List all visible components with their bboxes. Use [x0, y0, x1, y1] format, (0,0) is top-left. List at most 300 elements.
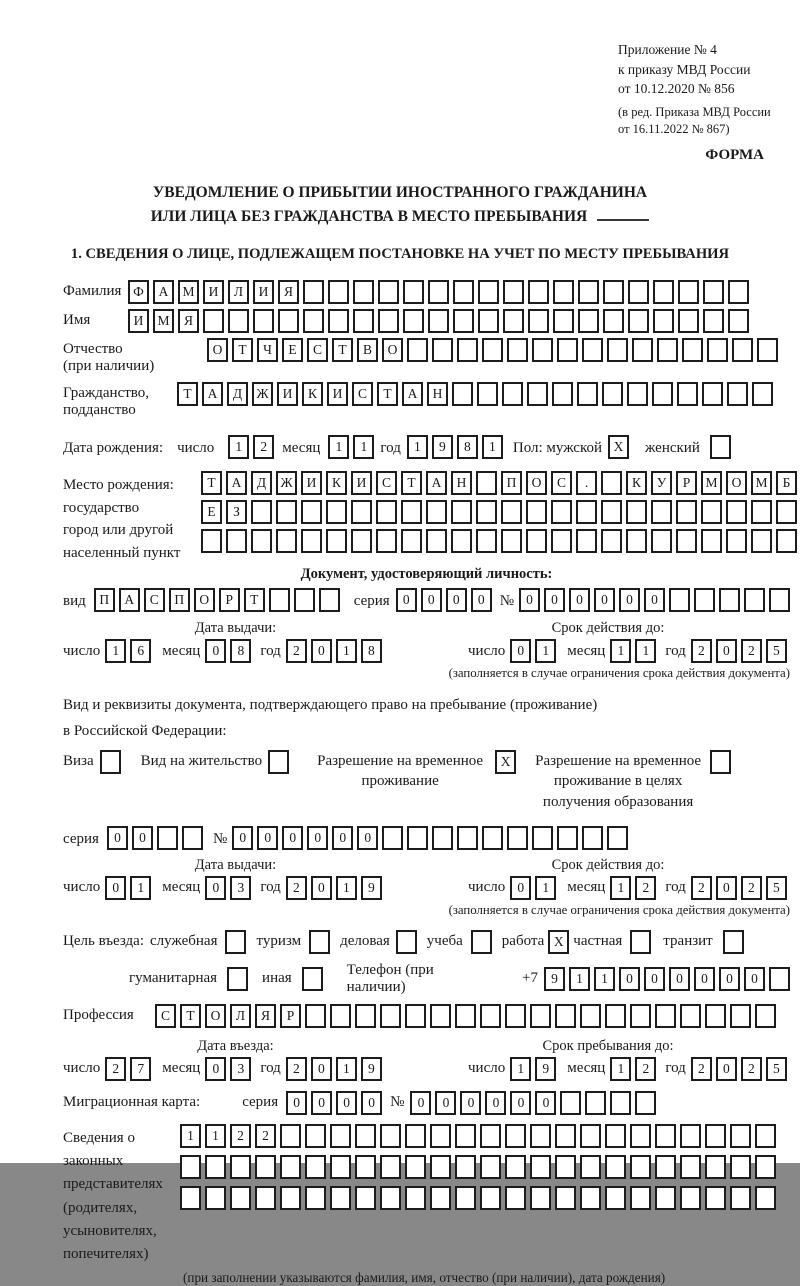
form-cell[interactable] — [505, 1004, 526, 1028]
residence-permit-cell[interactable] — [268, 750, 289, 774]
form-cell[interactable] — [728, 309, 749, 333]
form-cell[interactable] — [653, 309, 674, 333]
form-cell[interactable] — [407, 338, 428, 362]
form-cell[interactable] — [526, 500, 547, 524]
form-cell[interactable] — [705, 1004, 726, 1028]
form-cell[interactable]: 0 — [485, 1091, 506, 1115]
form-cell[interactable]: 7 — [130, 1057, 151, 1081]
form-cell[interactable] — [501, 529, 522, 553]
form-cell[interactable] — [326, 529, 347, 553]
form-cell[interactable]: 2 — [230, 1124, 251, 1148]
form-cell[interactable] — [157, 826, 178, 850]
form-cell[interactable] — [769, 588, 790, 612]
form-cell[interactable] — [480, 1155, 501, 1179]
form-cell[interactable] — [555, 1004, 576, 1028]
form-cell[interactable]: Н — [451, 471, 472, 495]
visa-cell[interactable] — [100, 750, 121, 774]
form-cell[interactable]: 0 — [694, 967, 715, 991]
form-cell[interactable]: 0 — [286, 1091, 307, 1115]
form-cell[interactable] — [330, 1004, 351, 1028]
purpose-humanitarian-cell[interactable] — [227, 967, 248, 991]
form-cell[interactable]: 1 — [535, 876, 556, 900]
form-cell[interactable] — [627, 382, 648, 406]
form-cell[interactable]: 0 — [132, 826, 153, 850]
form-cell[interactable] — [603, 280, 624, 304]
form-cell[interactable]: С — [352, 382, 373, 406]
purpose-official-cell[interactable] — [225, 930, 246, 954]
form-cell[interactable] — [707, 338, 728, 362]
form-cell[interactable] — [730, 1004, 751, 1028]
form-cell[interactable]: 0 — [311, 1057, 332, 1081]
form-cell[interactable] — [280, 1186, 301, 1210]
form-cell[interactable] — [253, 309, 274, 333]
form-cell[interactable]: 0 — [282, 826, 303, 850]
form-cell[interactable]: И — [301, 471, 322, 495]
form-cell[interactable] — [580, 1155, 601, 1179]
form-cell[interactable]: 9 — [432, 435, 453, 459]
form-cell[interactable]: 0 — [105, 876, 126, 900]
form-cell[interactable]: Д — [251, 471, 272, 495]
form-cell[interactable]: 0 — [510, 876, 531, 900]
form-cell[interactable] — [182, 826, 203, 850]
form-cell[interactable] — [678, 280, 699, 304]
form-cell[interactable] — [719, 588, 740, 612]
form-cell[interactable]: О — [526, 471, 547, 495]
form-cell[interactable]: 9 — [361, 1057, 382, 1081]
form-cell[interactable]: 0 — [644, 588, 665, 612]
form-cell[interactable] — [305, 1004, 326, 1028]
form-cell[interactable]: 0 — [619, 967, 640, 991]
form-cell[interactable] — [577, 382, 598, 406]
form-cell[interactable]: А — [426, 471, 447, 495]
form-cell[interactable] — [680, 1124, 701, 1148]
form-cell[interactable] — [305, 1124, 326, 1148]
form-cell[interactable] — [380, 1004, 401, 1028]
form-cell[interactable] — [432, 338, 453, 362]
form-cell[interactable]: 2 — [741, 639, 762, 663]
form-cell[interactable] — [452, 382, 473, 406]
form-cell[interactable]: Р — [219, 588, 240, 612]
form-cell[interactable]: Т — [201, 471, 222, 495]
form-cell[interactable]: И — [203, 280, 224, 304]
form-cell[interactable] — [330, 1155, 351, 1179]
form-cell[interactable] — [730, 1186, 751, 1210]
form-cell[interactable] — [330, 1186, 351, 1210]
form-cell[interactable]: 0 — [716, 876, 737, 900]
form-cell[interactable]: К — [626, 471, 647, 495]
form-cell[interactable]: 0 — [311, 639, 332, 663]
form-cell[interactable] — [382, 826, 403, 850]
form-cell[interactable]: 1 — [610, 1057, 631, 1081]
form-cell[interactable]: 0 — [716, 1057, 737, 1081]
form-cell[interactable]: 0 — [460, 1091, 481, 1115]
form-cell[interactable] — [355, 1004, 376, 1028]
form-cell[interactable]: Д — [227, 382, 248, 406]
form-cell[interactable] — [505, 1186, 526, 1210]
form-cell[interactable]: 5 — [766, 1057, 787, 1081]
form-cell[interactable] — [505, 1155, 526, 1179]
form-cell[interactable] — [457, 338, 478, 362]
form-cell[interactable]: 1 — [594, 967, 615, 991]
form-cell[interactable]: 8 — [457, 435, 478, 459]
form-cell[interactable] — [380, 1186, 401, 1210]
form-cell[interactable] — [430, 1155, 451, 1179]
form-cell[interactable] — [403, 280, 424, 304]
form-cell[interactable] — [677, 382, 698, 406]
form-cell[interactable] — [430, 1004, 451, 1028]
form-cell[interactable] — [751, 529, 772, 553]
form-cell[interactable] — [669, 588, 690, 612]
form-cell[interactable] — [501, 500, 522, 524]
form-cell[interactable] — [728, 280, 749, 304]
form-cell[interactable] — [301, 500, 322, 524]
form-cell[interactable]: С — [144, 588, 165, 612]
form-cell[interactable] — [480, 1186, 501, 1210]
form-cell[interactable] — [769, 967, 790, 991]
form-cell[interactable]: 2 — [253, 435, 274, 459]
form-cell[interactable] — [319, 588, 340, 612]
form-cell[interactable]: 0 — [311, 1091, 332, 1115]
form-cell[interactable] — [455, 1155, 476, 1179]
form-cell[interactable] — [578, 309, 599, 333]
form-cell[interactable]: 1 — [105, 639, 126, 663]
form-cell[interactable]: Б — [776, 471, 797, 495]
form-cell[interactable]: 1 — [569, 967, 590, 991]
form-cell[interactable] — [626, 529, 647, 553]
form-cell[interactable] — [305, 1155, 326, 1179]
form-cell[interactable] — [601, 471, 622, 495]
form-cell[interactable] — [530, 1155, 551, 1179]
form-cell[interactable]: О — [207, 338, 228, 362]
form-cell[interactable]: Т — [244, 588, 265, 612]
form-cell[interactable]: В — [357, 338, 378, 362]
form-cell[interactable]: 1 — [407, 435, 428, 459]
form-cell[interactable]: П — [501, 471, 522, 495]
form-cell[interactable] — [201, 529, 222, 553]
sex-female-cell[interactable] — [710, 435, 731, 459]
form-cell[interactable] — [732, 338, 753, 362]
form-cell[interactable] — [430, 1186, 451, 1210]
form-cell[interactable] — [255, 1186, 276, 1210]
form-cell[interactable] — [585, 1091, 606, 1115]
form-cell[interactable] — [476, 500, 497, 524]
form-cell[interactable] — [607, 338, 628, 362]
form-cell[interactable] — [582, 338, 603, 362]
form-cell[interactable] — [530, 1124, 551, 1148]
form-cell[interactable] — [635, 1091, 656, 1115]
form-cell[interactable] — [480, 1124, 501, 1148]
form-cell[interactable]: 1 — [180, 1124, 201, 1148]
form-cell[interactable]: 1 — [482, 435, 503, 459]
form-cell[interactable] — [744, 588, 765, 612]
form-cell[interactable] — [478, 280, 499, 304]
form-cell[interactable] — [680, 1155, 701, 1179]
form-cell[interactable] — [551, 500, 572, 524]
form-cell[interactable] — [301, 529, 322, 553]
form-cell[interactable] — [630, 1155, 651, 1179]
form-cell[interactable]: Я — [278, 280, 299, 304]
form-cell[interactable] — [453, 280, 474, 304]
purpose-business-cell[interactable] — [396, 930, 417, 954]
form-cell[interactable] — [680, 1004, 701, 1028]
form-cell[interactable]: 0 — [311, 876, 332, 900]
form-cell[interactable]: 2 — [691, 639, 712, 663]
form-cell[interactable] — [655, 1004, 676, 1028]
form-cell[interactable] — [380, 1124, 401, 1148]
form-cell[interactable] — [528, 309, 549, 333]
form-cell[interactable] — [451, 529, 472, 553]
form-cell[interactable] — [655, 1155, 676, 1179]
form-cell[interactable]: М — [153, 309, 174, 333]
form-cell[interactable] — [476, 529, 497, 553]
form-cell[interactable] — [478, 309, 499, 333]
form-cell[interactable] — [755, 1155, 776, 1179]
form-cell[interactable] — [555, 1186, 576, 1210]
form-cell[interactable] — [726, 500, 747, 524]
sex-male-cell[interactable]: X — [608, 435, 629, 459]
form-cell[interactable] — [453, 309, 474, 333]
form-cell[interactable]: Л — [228, 280, 249, 304]
form-cell[interactable]: М — [701, 471, 722, 495]
form-cell[interactable]: 0 — [421, 588, 442, 612]
temp-permit-edu-cell[interactable] — [710, 750, 731, 774]
form-cell[interactable]: 0 — [719, 967, 740, 991]
form-cell[interactable]: 8 — [230, 639, 251, 663]
form-cell[interactable] — [752, 382, 773, 406]
form-cell[interactable] — [407, 826, 428, 850]
form-cell[interactable]: П — [169, 588, 190, 612]
form-cell[interactable]: 0 — [744, 967, 765, 991]
form-cell[interactable] — [651, 529, 672, 553]
form-cell[interactable]: О — [726, 471, 747, 495]
form-cell[interactable] — [607, 826, 628, 850]
form-cell[interactable] — [601, 529, 622, 553]
form-cell[interactable] — [703, 280, 724, 304]
form-cell[interactable] — [553, 280, 574, 304]
form-cell[interactable] — [603, 309, 624, 333]
form-cell[interactable]: Р — [280, 1004, 301, 1028]
form-cell[interactable]: 0 — [205, 639, 226, 663]
form-cell[interactable] — [280, 1124, 301, 1148]
form-cell[interactable]: 2 — [286, 876, 307, 900]
form-cell[interactable]: 0 — [716, 639, 737, 663]
form-cell[interactable] — [701, 529, 722, 553]
form-cell[interactable] — [680, 1186, 701, 1210]
form-cell[interactable] — [355, 1155, 376, 1179]
form-cell[interactable] — [305, 1186, 326, 1210]
form-cell[interactable]: Т — [401, 471, 422, 495]
form-cell[interactable]: Е — [201, 500, 222, 524]
form-cell[interactable]: 0 — [510, 639, 531, 663]
form-cell[interactable]: С — [307, 338, 328, 362]
form-cell[interactable] — [702, 382, 723, 406]
form-cell[interactable] — [457, 826, 478, 850]
form-cell[interactable]: 1 — [336, 1057, 357, 1081]
form-cell[interactable] — [610, 1091, 631, 1115]
form-cell[interactable]: И — [128, 309, 149, 333]
form-cell[interactable]: 8 — [361, 639, 382, 663]
form-cell[interactable] — [776, 500, 797, 524]
form-cell[interactable] — [330, 1124, 351, 1148]
form-cell[interactable]: 0 — [535, 1091, 556, 1115]
form-cell[interactable]: 9 — [361, 876, 382, 900]
form-cell[interactable] — [269, 588, 290, 612]
form-cell[interactable]: 1 — [535, 639, 556, 663]
form-cell[interactable] — [280, 1155, 301, 1179]
form-cell[interactable] — [505, 1124, 526, 1148]
form-cell[interactable] — [378, 309, 399, 333]
form-cell[interactable]: И — [277, 382, 298, 406]
form-cell[interactable]: 0 — [232, 826, 253, 850]
form-cell[interactable] — [530, 1004, 551, 1028]
form-cell[interactable] — [503, 280, 524, 304]
form-cell[interactable]: А — [119, 588, 140, 612]
form-cell[interactable] — [426, 529, 447, 553]
form-cell[interactable]: Т — [180, 1004, 201, 1028]
form-cell[interactable]: 0 — [205, 1057, 226, 1081]
form-cell[interactable]: А — [402, 382, 423, 406]
form-cell[interactable]: 1 — [205, 1124, 226, 1148]
form-cell[interactable]: 1 — [336, 639, 357, 663]
form-cell[interactable] — [578, 280, 599, 304]
form-cell[interactable] — [228, 309, 249, 333]
form-cell[interactable] — [430, 1124, 451, 1148]
form-cell[interactable]: 1 — [610, 639, 631, 663]
form-cell[interactable] — [530, 1186, 551, 1210]
form-cell[interactable] — [632, 338, 653, 362]
form-cell[interactable] — [405, 1124, 426, 1148]
form-cell[interactable]: 0 — [471, 588, 492, 612]
form-cell[interactable] — [705, 1155, 726, 1179]
form-cell[interactable] — [276, 500, 297, 524]
form-cell[interactable] — [555, 1124, 576, 1148]
form-cell[interactable] — [676, 500, 697, 524]
form-cell[interactable] — [703, 309, 724, 333]
form-cell[interactable] — [455, 1004, 476, 1028]
form-cell[interactable]: 5 — [766, 876, 787, 900]
form-cell[interactable] — [480, 1004, 501, 1028]
form-cell[interactable] — [205, 1186, 226, 1210]
form-cell[interactable]: 1 — [353, 435, 374, 459]
form-cell[interactable] — [378, 280, 399, 304]
form-cell[interactable] — [432, 826, 453, 850]
form-cell[interactable] — [655, 1124, 676, 1148]
form-cell[interactable] — [580, 1004, 601, 1028]
form-cell[interactable] — [726, 529, 747, 553]
form-cell[interactable]: У — [651, 471, 672, 495]
form-cell[interactable] — [355, 1186, 376, 1210]
form-cell[interactable]: Ж — [252, 382, 273, 406]
form-cell[interactable] — [628, 309, 649, 333]
form-cell[interactable]: . — [576, 471, 597, 495]
form-cell[interactable] — [502, 382, 523, 406]
form-cell[interactable]: Ж — [276, 471, 297, 495]
form-cell[interactable]: 0 — [357, 826, 378, 850]
form-cell[interactable] — [303, 309, 324, 333]
form-cell[interactable] — [503, 309, 524, 333]
form-cell[interactable]: 2 — [635, 876, 656, 900]
form-cell[interactable] — [551, 529, 572, 553]
form-cell[interactable]: 2 — [635, 1057, 656, 1081]
form-cell[interactable] — [180, 1186, 201, 1210]
form-cell[interactable]: А — [202, 382, 223, 406]
form-cell[interactable]: 1 — [228, 435, 249, 459]
form-cell[interactable] — [755, 1186, 776, 1210]
form-cell[interactable] — [705, 1124, 726, 1148]
form-cell[interactable]: Р — [676, 471, 697, 495]
form-cell[interactable]: 1 — [328, 435, 349, 459]
form-cell[interactable] — [303, 280, 324, 304]
form-cell[interactable]: И — [327, 382, 348, 406]
form-cell[interactable] — [653, 280, 674, 304]
form-cell[interactable] — [251, 529, 272, 553]
form-cell[interactable] — [776, 529, 797, 553]
form-cell[interactable] — [376, 500, 397, 524]
form-cell[interactable] — [401, 500, 422, 524]
form-cell[interactable]: 2 — [255, 1124, 276, 1148]
form-cell[interactable]: 1 — [610, 876, 631, 900]
form-cell[interactable] — [755, 1004, 776, 1028]
form-cell[interactable]: З — [226, 500, 247, 524]
form-cell[interactable] — [526, 529, 547, 553]
form-cell[interactable]: М — [751, 471, 772, 495]
form-cell[interactable] — [482, 826, 503, 850]
form-cell[interactable]: 1 — [635, 639, 656, 663]
form-cell[interactable] — [576, 500, 597, 524]
form-cell[interactable] — [552, 382, 573, 406]
form-cell[interactable] — [528, 280, 549, 304]
form-cell[interactable] — [403, 309, 424, 333]
form-cell[interactable]: 0 — [107, 826, 128, 850]
form-cell[interactable] — [676, 529, 697, 553]
form-cell[interactable]: 0 — [669, 967, 690, 991]
form-cell[interactable]: 0 — [205, 876, 226, 900]
form-cell[interactable] — [226, 529, 247, 553]
form-cell[interactable] — [455, 1124, 476, 1148]
form-cell[interactable]: К — [302, 382, 323, 406]
temp-permit-cell[interactable]: X — [495, 750, 516, 774]
form-cell[interactable] — [405, 1155, 426, 1179]
form-cell[interactable] — [328, 309, 349, 333]
form-cell[interactable] — [401, 529, 422, 553]
form-cell[interactable] — [355, 1124, 376, 1148]
form-cell[interactable] — [678, 309, 699, 333]
form-cell[interactable]: К — [326, 471, 347, 495]
form-cell[interactable]: 0 — [435, 1091, 456, 1115]
form-cell[interactable]: 9 — [544, 967, 565, 991]
form-cell[interactable]: Я — [255, 1004, 276, 1028]
form-cell[interactable] — [251, 500, 272, 524]
form-cell[interactable] — [455, 1186, 476, 1210]
form-cell[interactable]: 0 — [569, 588, 590, 612]
form-cell[interactable] — [532, 826, 553, 850]
form-cell[interactable] — [657, 338, 678, 362]
form-cell[interactable]: С — [376, 471, 397, 495]
form-cell[interactable] — [655, 1186, 676, 1210]
form-cell[interactable] — [507, 338, 528, 362]
form-cell[interactable] — [380, 1155, 401, 1179]
form-cell[interactable]: 0 — [410, 1091, 431, 1115]
form-cell[interactable]: 0 — [396, 588, 417, 612]
form-cell[interactable] — [276, 529, 297, 553]
form-cell[interactable] — [426, 500, 447, 524]
form-cell[interactable]: 5 — [766, 639, 787, 663]
form-cell[interactable]: 6 — [130, 639, 151, 663]
form-cell[interactable] — [630, 1004, 651, 1028]
form-cell[interactable]: 0 — [332, 826, 353, 850]
form-cell[interactable] — [605, 1155, 626, 1179]
form-cell[interactable]: 3 — [230, 876, 251, 900]
